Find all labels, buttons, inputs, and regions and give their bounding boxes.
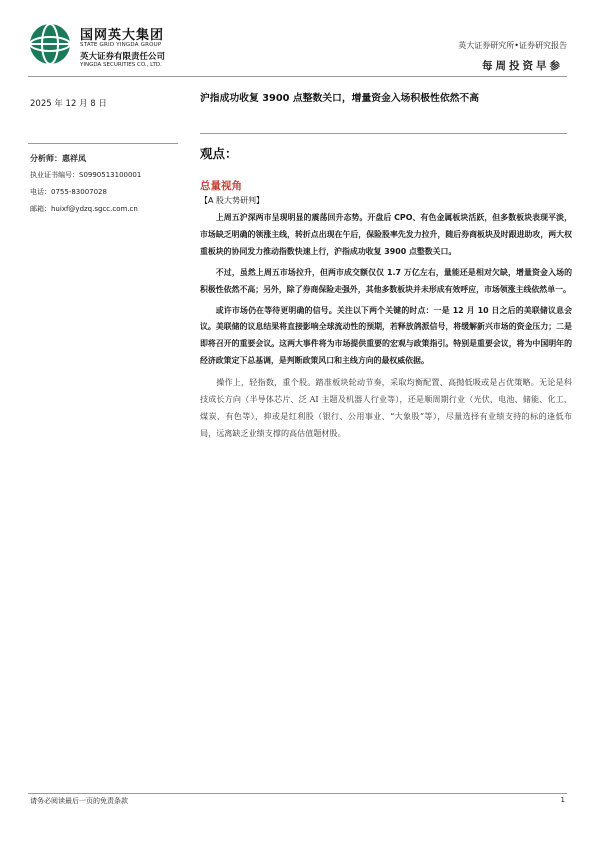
section-title: 总量视角 bbox=[200, 180, 242, 192]
company-logo bbox=[28, 22, 198, 70]
page-number: 1 bbox=[560, 796, 565, 804]
analyst-email[interactable]: 邮箱：huixf@ydzq.sgcc.com.cn bbox=[30, 205, 138, 213]
headline-divider bbox=[200, 133, 567, 134]
logo-company-name-en: YINGDA SECURITIES CO., LTD. bbox=[80, 62, 162, 68]
logo-group-name-en: STATE GRID YINGDA GROUP bbox=[80, 42, 162, 48]
paragraph: 或许市场仍在等待更明确的信号。关注以下两个关键的时点：一是 12 月 10 日之后的美联储议息会议。美联储的议息结果将直接影响全球流动性的预期，若释放鸽派信号，将缓解新兴市场的资金压力；二是即将召开的重要会议。这两大事件将为市场提供重要的宏观与政策指引。特别是重要会议，将为中国明年的经济政策定下总基调，是判断政策风口和主线方向的最权威依据。 bbox=[200, 305, 572, 366]
paragraph: 操作上，轻指数，重个股。踏准板块轮动节奏，采取均衡配置、高抛低吸或是占优策略。无论是科技成长方向（半导体芯片、泛 AI 主题及机器人行业等），还是顺周期行业（光伏、电池、储能、化工、煤炭、有色等），抑或是红利股（银行、公用事业、“大象股”等），尽量选择有业绩支持的标的逢低布局，远离缺乏业绩支撑的高估值题材股。 bbox=[200, 377, 572, 438]
footer-divider bbox=[28, 793, 567, 794]
footer-disclaimer: 请务必阅读最后一页的免责条款 bbox=[30, 797, 128, 805]
report-headline: 沪指成功收复 3900 点整数关口，增量资金入场积极性依然不高 bbox=[200, 93, 480, 104]
body-text bbox=[200, 210, 572, 446]
logo-group-name: 国网英大集团 bbox=[80, 28, 165, 43]
views-title: 观点： bbox=[200, 146, 238, 161]
paragraph: 上周五沪深两市呈现明显的震荡回升态势。开盘后 CPO、有色金属板块活跃，但多数板块表现平淡，市场缺乏明确的领涨主线，转折点出现在午后，保险股率先发力拉升，随后券商板块及时跟进助攻，两大权重板块的协同发力推动指数快速上行，沪指成功收复 3900 点整数关口。 bbox=[200, 213, 572, 256]
state-grid-globe-icon bbox=[28, 22, 72, 66]
analyst-name: 分析师：惠祥凤 bbox=[30, 154, 86, 163]
org-line: 英大证券研究所•证券研究报告 bbox=[458, 41, 567, 50]
section-tag: 【A 股大势研判】 bbox=[200, 196, 265, 205]
date-divider bbox=[28, 143, 178, 144]
analyst-info bbox=[30, 150, 180, 218]
logo-company-name: 英大证券有限责任公司 bbox=[80, 52, 166, 62]
paragraph: 不过，虽然上周五市场拉升，但两市成交额仅仅 1.7 万亿左右，量能还是相对欠缺，增量资金入场的积极性依然不高；另外，除了券商保险走强外，其他多数板块并未形成有效呼应，市场领涨主线依然单一。 bbox=[200, 267, 572, 294]
analyst-phone: 电话：0755-83007028 bbox=[30, 188, 107, 196]
header-divider bbox=[28, 76, 567, 77]
report-date: 2025 年 12 月 8 日 bbox=[30, 99, 107, 109]
analyst-cert: 执业证书编号：S0990513100001 bbox=[30, 171, 142, 179]
report-type: 每周投资早参 bbox=[482, 60, 563, 72]
